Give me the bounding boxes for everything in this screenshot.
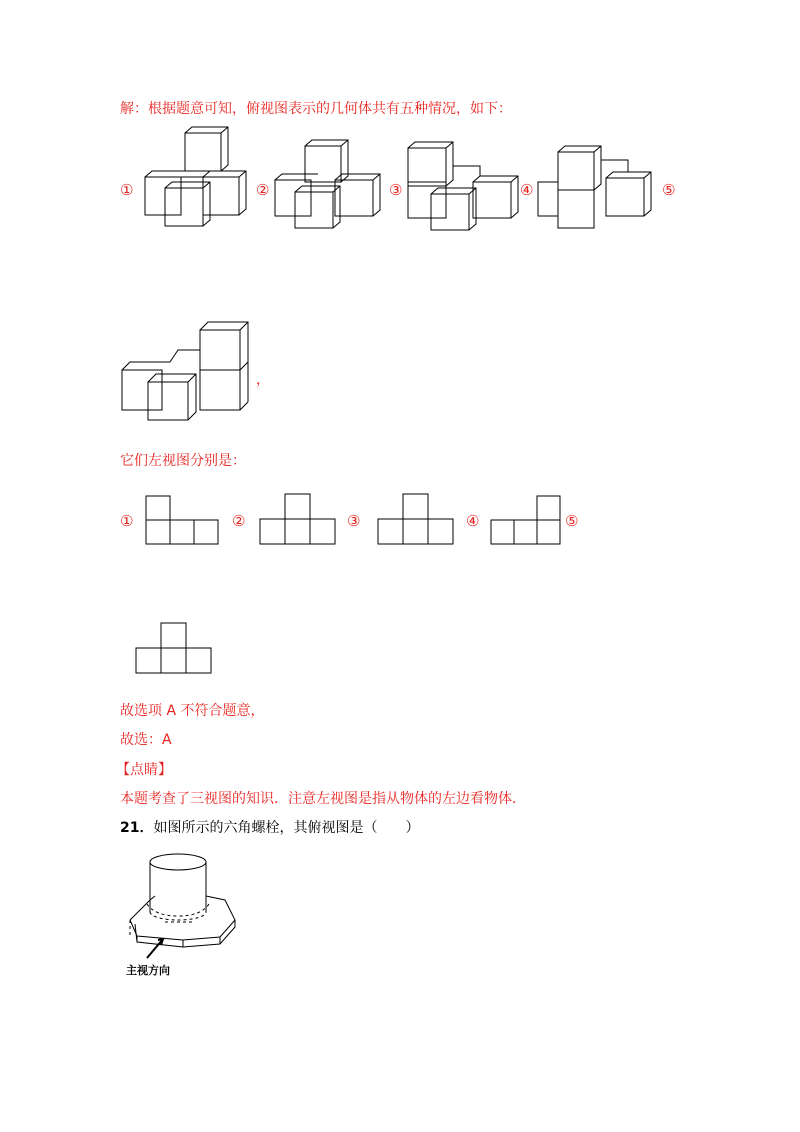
left-views-intro: 它们左视图分别是：: [120, 453, 246, 469]
left-view-2: [259, 493, 337, 545]
marker-2: ②: [256, 181, 270, 199]
conclusion-a: 故选项 A 不符合题意，: [120, 703, 265, 719]
left-view-5: [134, 622, 214, 674]
marker-3: ③: [389, 181, 403, 199]
figure-5-comma: ，: [256, 372, 270, 388]
bolt-caption: 主视方向: [126, 964, 170, 977]
tip-heading: 【点睛】: [116, 762, 172, 778]
marker-1: ①: [120, 181, 134, 199]
question-text: 如图所示的六角螺栓，其俯视图是（ ）: [153, 820, 420, 836]
left-view-marker-4: ④: [466, 512, 480, 530]
cube-figure-4: [533, 140, 658, 235]
left-view-marker-1: ①: [120, 512, 134, 530]
question-21: [120, 818, 419, 838]
cube-figure-1: [140, 125, 255, 230]
marker-4: ④: [520, 181, 534, 199]
question-number: 21．: [120, 820, 154, 836]
marker-5: ⑤: [662, 181, 676, 199]
left-view-1: [145, 495, 220, 545]
left-view-3: [377, 493, 455, 545]
left-view-marker-5: ⑤: [565, 512, 579, 530]
tip-text: 本题考查了三视图的知识．注意左视图是指从物体的左边看物体．: [120, 791, 526, 807]
cube-figure-5: [120, 320, 255, 422]
left-view-4: [490, 495, 562, 545]
cube-figure-2: [270, 138, 385, 233]
left-view-marker-3: ③: [347, 512, 361, 530]
solution-intro: 解：根据题意可知，俯视图表示的几何体共有五种情况，如下：: [120, 101, 512, 117]
answer: 故选：A: [120, 732, 172, 748]
left-view-marker-2: ②: [232, 512, 246, 530]
cube-figure-3: [403, 138, 523, 233]
